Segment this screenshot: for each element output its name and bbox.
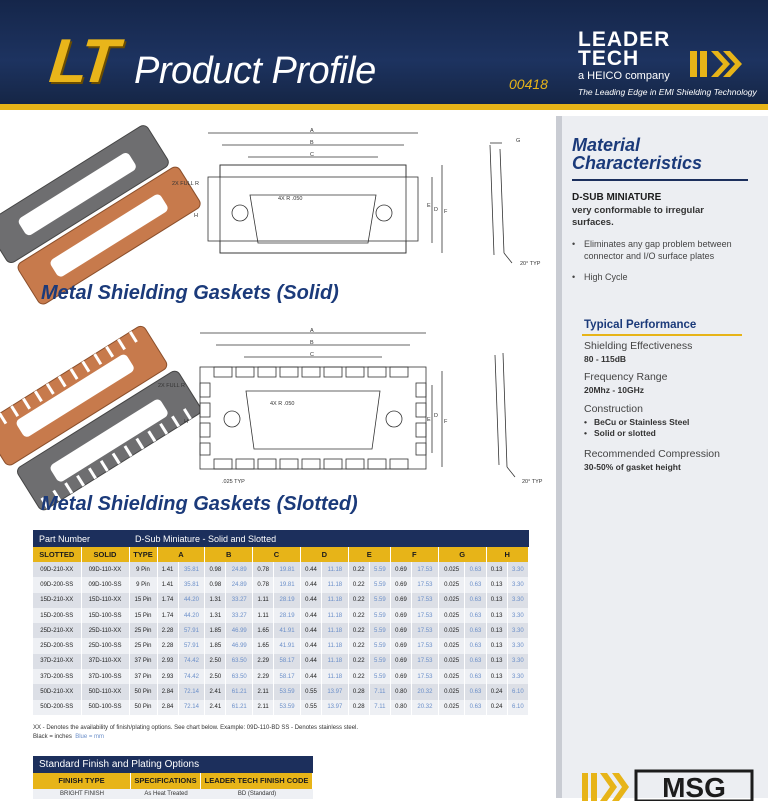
cell-h: 0.13 bbox=[486, 608, 507, 623]
cell-c: 2.11 bbox=[253, 700, 274, 715]
slot-full-r-label: 2X FULL R bbox=[158, 383, 186, 389]
brand-bars-icon bbox=[690, 49, 746, 79]
cell-g_mm: 0.63 bbox=[465, 577, 486, 592]
frequency-label: Frequency Range bbox=[584, 371, 668, 383]
solid-section-title: Metal Shielding Gaskets (Solid) bbox=[41, 282, 339, 304]
page-header bbox=[0, 0, 768, 110]
cell-e_mm: 5.59 bbox=[369, 623, 390, 638]
cell-a_mm: 72.14 bbox=[178, 700, 205, 715]
cell-h: 0.13 bbox=[486, 638, 507, 653]
table-row bbox=[33, 684, 529, 699]
note-black: Black = inches bbox=[33, 734, 72, 740]
cell-solid: 37D-100-SS bbox=[81, 669, 129, 684]
cell-b: 2.41 bbox=[205, 700, 226, 715]
dim-label-g: G bbox=[516, 138, 521, 144]
dsub-subheading: very conformable to irregular surfaces. bbox=[572, 205, 704, 228]
document-number: 00418 bbox=[509, 76, 548, 92]
cell-f_mm: 17.53 bbox=[412, 623, 439, 638]
cell-c: 1.65 bbox=[253, 638, 274, 653]
cell-g_mm: 0.63 bbox=[465, 623, 486, 638]
cell-slotted: 37D-210-XX bbox=[33, 654, 81, 669]
cell-g_mm: 0.63 bbox=[465, 654, 486, 669]
cell-e_mm: 5.59 bbox=[369, 577, 390, 592]
material-title bbox=[572, 136, 702, 172]
leader-tech-logo bbox=[578, 30, 758, 97]
frequency-value: 20Mhz - 10GHz bbox=[584, 385, 644, 395]
table-row bbox=[33, 700, 529, 715]
cell-b_mm: 63.50 bbox=[226, 654, 253, 669]
cell-e: 0.22 bbox=[348, 623, 369, 638]
cell-b: 1.31 bbox=[205, 608, 226, 623]
performance-rule bbox=[582, 334, 742, 336]
cell-type: 15 Pin bbox=[129, 608, 157, 623]
cell-b_mm: 24.89 bbox=[226, 577, 253, 592]
cell-c_mm: 41.91 bbox=[274, 638, 301, 653]
cell-g_mm: 0.63 bbox=[465, 684, 486, 699]
cell-type: 50 Pin bbox=[129, 700, 157, 715]
cell-g_mm: 0.63 bbox=[465, 700, 486, 715]
cell-h_mm: 3.30 bbox=[507, 654, 528, 669]
cell-f_mm: 17.53 bbox=[412, 593, 439, 608]
cell-g: 0.025 bbox=[438, 654, 465, 669]
cell-c_mm: 41.91 bbox=[274, 623, 301, 638]
cell-d_mm: 11.18 bbox=[322, 623, 349, 638]
construction-block bbox=[584, 403, 762, 439]
cell-d_mm: 11.18 bbox=[322, 593, 349, 608]
col-h: H bbox=[486, 547, 528, 562]
cell-d_mm: 13.97 bbox=[322, 700, 349, 715]
cell-h: 0.13 bbox=[486, 577, 507, 592]
solid-gasket-drawing bbox=[170, 125, 550, 280]
cell-f_mm: 17.53 bbox=[412, 608, 439, 623]
cell-d: 0.44 bbox=[300, 562, 321, 577]
cell-a_mm: 57.91 bbox=[178, 623, 205, 638]
cell-g: 0.025 bbox=[438, 562, 465, 577]
table-row bbox=[33, 669, 529, 684]
construction-label: Construction bbox=[584, 403, 643, 415]
cell-d_mm: 11.18 bbox=[322, 638, 349, 653]
brand-tagline: The Leading Edge in EMI Shielding Technology bbox=[578, 87, 757, 97]
cell-f_mm: 17.53 bbox=[412, 562, 439, 577]
cell-e: 0.22 bbox=[348, 577, 369, 592]
cell-b: 1.85 bbox=[205, 638, 226, 653]
cell-a_mm: 35.81 bbox=[178, 577, 205, 592]
cell-c: 1.11 bbox=[253, 593, 274, 608]
table-subtitle: D-Sub Miniature - Solid and Slotted bbox=[129, 530, 529, 547]
cell-e_mm: 5.59 bbox=[369, 593, 390, 608]
cell-type: 37 Pin bbox=[129, 654, 157, 669]
table-row bbox=[33, 593, 529, 608]
cell-type: 25 Pin bbox=[129, 638, 157, 653]
finish-col-code: LEADER TECH FINISH CODE bbox=[201, 773, 313, 789]
angle-label: 20° TYP bbox=[520, 261, 541, 267]
cell-f_mm: 17.53 bbox=[412, 669, 439, 684]
cell-e: 0.22 bbox=[348, 654, 369, 669]
cell-c: 0.78 bbox=[253, 577, 274, 592]
cell-a_mm: 44.20 bbox=[178, 608, 205, 623]
cell-slotted: 09D-210-XX bbox=[33, 562, 81, 577]
table-row bbox=[33, 562, 529, 577]
table-row bbox=[33, 623, 529, 638]
table-row bbox=[33, 654, 529, 669]
cell-d: 0.44 bbox=[300, 623, 321, 638]
cell-e: 0.22 bbox=[348, 608, 369, 623]
cell-d: 0.55 bbox=[300, 700, 321, 715]
cell-solid: 50D-110-XX bbox=[81, 684, 129, 699]
performance-title: Typical Performance bbox=[584, 319, 697, 331]
cell-e_mm: 7.11 bbox=[369, 700, 390, 715]
cell-e: 0.22 bbox=[348, 593, 369, 608]
cell-f_mm: 17.53 bbox=[412, 577, 439, 592]
compression-label: Recommended Compression bbox=[584, 448, 720, 460]
cell-a: 1.74 bbox=[157, 593, 178, 608]
cell-a_mm: 44.20 bbox=[178, 593, 205, 608]
cell-d_mm: 11.18 bbox=[322, 562, 349, 577]
note-blue: Blue = mm bbox=[75, 734, 105, 740]
material-panel bbox=[556, 116, 768, 801]
dim-label-e: E bbox=[427, 203, 431, 209]
cell-slotted: 50D-210-XX bbox=[33, 684, 81, 699]
cell-e: 0.22 bbox=[348, 638, 369, 653]
cell-a: 2.93 bbox=[157, 669, 178, 684]
cell-a: 2.84 bbox=[157, 684, 178, 699]
dim-label-a: A bbox=[310, 128, 314, 134]
cell-e_mm: 5.59 bbox=[369, 608, 390, 623]
cell-c_mm: 53.59 bbox=[274, 700, 301, 715]
slot-angle-label: 20° TYP bbox=[522, 479, 543, 485]
finish-row-type: BRIGHT FINISH bbox=[60, 791, 104, 797]
cell-g: 0.025 bbox=[438, 700, 465, 715]
cell-d: 0.44 bbox=[300, 669, 321, 684]
feature-list bbox=[572, 239, 752, 294]
table-note bbox=[33, 724, 533, 742]
slotted-section-title: Metal Shielding Gaskets (Slotted) bbox=[41, 493, 358, 515]
feature-item: • High Cycle bbox=[572, 272, 752, 284]
cell-slotted: 25D-200-SS bbox=[33, 638, 81, 653]
cell-a_mm: 74.42 bbox=[178, 654, 205, 669]
cell-f: 0.69 bbox=[390, 593, 411, 608]
dim-label-d: D bbox=[434, 207, 438, 213]
dim-label-h: H bbox=[194, 213, 198, 219]
cell-c_mm: 19.81 bbox=[274, 562, 301, 577]
cell-e_mm: 7.11 bbox=[369, 684, 390, 699]
col-d: D bbox=[300, 547, 348, 562]
cell-g: 0.025 bbox=[438, 623, 465, 638]
cell-h: 0.24 bbox=[486, 700, 507, 715]
cell-f_mm: 17.53 bbox=[412, 638, 439, 653]
msg-text: MSG bbox=[662, 772, 726, 801]
cell-c_mm: 53.59 bbox=[274, 684, 301, 699]
brand-name-line1: LEADER bbox=[578, 28, 671, 51]
finish-col-spec: SPECIFICATIONS bbox=[131, 773, 201, 789]
cell-g_mm: 0.63 bbox=[465, 593, 486, 608]
cell-h_mm: 3.30 bbox=[507, 593, 528, 608]
construction-item: • Solid or slotted bbox=[584, 428, 762, 439]
finish-title: Standard Finish and Plating Options bbox=[33, 756, 313, 773]
cell-f: 0.69 bbox=[390, 608, 411, 623]
cell-b: 2.41 bbox=[205, 684, 226, 699]
shielding-value: 80 - 115dB bbox=[584, 354, 627, 364]
cell-h: 0.13 bbox=[486, 623, 507, 638]
cell-type: 9 Pin bbox=[129, 577, 157, 592]
cell-h: 0.13 bbox=[486, 562, 507, 577]
cell-b_mm: 33.27 bbox=[226, 593, 253, 608]
cell-h: 0.13 bbox=[486, 593, 507, 608]
cell-g_mm: 0.63 bbox=[465, 638, 486, 653]
slot-dim-label-e: E bbox=[427, 417, 431, 423]
cell-solid: 15D-110-XX bbox=[81, 593, 129, 608]
cell-f: 0.69 bbox=[390, 623, 411, 638]
col-type: TYPE bbox=[129, 547, 157, 562]
slot-gap-label: .025 TYP bbox=[222, 479, 245, 485]
cell-h_mm: 3.30 bbox=[507, 562, 528, 577]
compression-block bbox=[584, 448, 762, 472]
cell-solid: 15D-100-SS bbox=[81, 608, 129, 623]
cell-slotted: 50D-200-SS bbox=[33, 700, 81, 715]
cell-f: 0.69 bbox=[390, 669, 411, 684]
shielding-block bbox=[584, 340, 762, 364]
cell-g: 0.025 bbox=[438, 608, 465, 623]
col-e: E bbox=[348, 547, 390, 562]
table-row bbox=[33, 577, 529, 592]
cell-solid: 09D-110-XX bbox=[81, 562, 129, 577]
cell-b_mm: 63.50 bbox=[226, 669, 253, 684]
slot-dim-label-b: B bbox=[310, 340, 314, 346]
slot-dim-label-a: A bbox=[310, 328, 314, 334]
cell-type: 15 Pin bbox=[129, 593, 157, 608]
cell-f: 0.80 bbox=[390, 700, 411, 715]
cell-d: 0.44 bbox=[300, 593, 321, 608]
cell-c: 1.11 bbox=[253, 608, 274, 623]
slot-radius-label: 4X R .050 bbox=[270, 401, 295, 407]
cell-solid: 50D-100-SS bbox=[81, 700, 129, 715]
cell-e: 0.28 bbox=[348, 684, 369, 699]
slot-dim-label-f: F bbox=[444, 419, 448, 425]
cell-b: 2.50 bbox=[205, 669, 226, 684]
cell-c: 2.11 bbox=[253, 684, 274, 699]
cell-d: 0.44 bbox=[300, 577, 321, 592]
part-number-header: Part Number bbox=[33, 530, 129, 547]
cell-g: 0.025 bbox=[438, 593, 465, 608]
cell-g_mm: 0.63 bbox=[465, 608, 486, 623]
cell-slotted: 37D-200-SS bbox=[33, 669, 81, 684]
panel-edge bbox=[556, 116, 562, 798]
cell-a: 2.93 bbox=[157, 654, 178, 669]
cell-e_mm: 5.59 bbox=[369, 669, 390, 684]
construction-item: • BeCu or Stainless Steel bbox=[584, 417, 762, 428]
cell-c: 2.29 bbox=[253, 654, 274, 669]
cell-e_mm: 5.59 bbox=[369, 638, 390, 653]
cell-f: 0.80 bbox=[390, 684, 411, 699]
cell-d: 0.44 bbox=[300, 608, 321, 623]
col-a: A bbox=[157, 547, 205, 562]
page-title: Product Profile bbox=[134, 50, 376, 92]
cell-b: 1.31 bbox=[205, 593, 226, 608]
cell-solid: 25D-100-SS bbox=[81, 638, 129, 653]
col-c: C bbox=[253, 547, 301, 562]
cell-a: 2.28 bbox=[157, 638, 178, 653]
cell-d: 0.55 bbox=[300, 684, 321, 699]
cell-d_mm: 11.18 bbox=[322, 654, 349, 669]
cell-g: 0.025 bbox=[438, 577, 465, 592]
cell-b_mm: 24.89 bbox=[226, 562, 253, 577]
full-r-label: 2X FULL R bbox=[172, 181, 200, 187]
col-g: G bbox=[438, 547, 486, 562]
dim-label-b: B bbox=[310, 140, 314, 146]
cell-b_mm: 61.21 bbox=[226, 700, 253, 715]
cell-h_mm: 3.30 bbox=[507, 669, 528, 684]
cell-c_mm: 28.19 bbox=[274, 608, 301, 623]
cell-type: 25 Pin bbox=[129, 623, 157, 638]
note-line1: XX - Denotes the availability of finish/plating options. See chart below. Example: 09D-110-BD SS - Denotes stainless steel. bbox=[33, 725, 359, 731]
material-title-line1: Material bbox=[572, 135, 641, 155]
cell-h: 0.13 bbox=[486, 669, 507, 684]
finish-row-code: BD (Standard) bbox=[237, 791, 277, 797]
cell-a: 1.74 bbox=[157, 608, 178, 623]
radius-label: 4X R .050 bbox=[278, 196, 303, 202]
col-b: B bbox=[205, 547, 253, 562]
cell-e: 0.22 bbox=[348, 669, 369, 684]
cell-e: 0.28 bbox=[348, 700, 369, 715]
cell-d_mm: 13.97 bbox=[322, 684, 349, 699]
cell-h_mm: 3.30 bbox=[507, 608, 528, 623]
dim-label-c: C bbox=[310, 152, 314, 158]
cell-g: 0.025 bbox=[438, 684, 465, 699]
slot-dim-label-h: H bbox=[184, 419, 188, 425]
brand-subtitle: a HEICO company bbox=[578, 70, 670, 82]
cell-a_mm: 35.81 bbox=[178, 562, 205, 577]
cell-h_mm: 3.30 bbox=[507, 577, 528, 592]
shielding-label: Shielding Effectiveness bbox=[584, 340, 693, 352]
cell-b: 0.98 bbox=[205, 562, 226, 577]
cell-b_mm: 61.21 bbox=[226, 684, 253, 699]
compression-value: 30-50% of gasket height bbox=[584, 462, 681, 472]
cell-d_mm: 11.18 bbox=[322, 577, 349, 592]
cell-d: 0.44 bbox=[300, 654, 321, 669]
cell-a_mm: 72.14 bbox=[178, 684, 205, 699]
table-row bbox=[33, 608, 529, 623]
cell-solid: 09D-100-SS bbox=[81, 577, 129, 592]
cell-c_mm: 58.17 bbox=[274, 669, 301, 684]
cell-a: 1.41 bbox=[157, 577, 178, 592]
cell-slotted: 15D-210-XX bbox=[33, 593, 81, 608]
cell-g: 0.025 bbox=[438, 638, 465, 653]
cell-b: 1.85 bbox=[205, 623, 226, 638]
table-row bbox=[33, 638, 529, 653]
cell-d_mm: 11.18 bbox=[322, 608, 349, 623]
cell-f: 0.69 bbox=[390, 654, 411, 669]
cell-slotted: 25D-210-XX bbox=[33, 623, 81, 638]
msg-logo bbox=[580, 761, 756, 801]
cell-slotted: 09D-200-SS bbox=[33, 577, 81, 592]
cell-type: 37 Pin bbox=[129, 669, 157, 684]
finish-table bbox=[33, 756, 313, 799]
dsub-spec-table bbox=[33, 530, 529, 715]
cell-h_mm: 3.30 bbox=[507, 623, 528, 638]
slotted-gasket-drawing bbox=[158, 325, 550, 490]
cell-h: 0.13 bbox=[486, 654, 507, 669]
cell-a_mm: 74.42 bbox=[178, 669, 205, 684]
cell-f_mm: 20.32 bbox=[412, 684, 439, 699]
col-f: F bbox=[390, 547, 438, 562]
material-rule bbox=[572, 179, 748, 181]
cell-g_mm: 0.63 bbox=[465, 562, 486, 577]
cell-b: 0.98 bbox=[205, 577, 226, 592]
cell-b: 2.50 bbox=[205, 654, 226, 669]
frequency-block bbox=[584, 371, 762, 395]
cell-type: 50 Pin bbox=[129, 684, 157, 699]
msg-bars-icon bbox=[582, 773, 629, 801]
slotted-gasket-photo bbox=[0, 325, 175, 495]
cell-a: 2.84 bbox=[157, 700, 178, 715]
cell-c: 1.65 bbox=[253, 623, 274, 638]
cell-h_mm: 6.10 bbox=[507, 700, 528, 715]
dim-label-f: F bbox=[444, 209, 448, 215]
cell-c: 0.78 bbox=[253, 562, 274, 577]
cell-solid: 25D-110-XX bbox=[81, 623, 129, 638]
cell-b_mm: 46.99 bbox=[226, 623, 253, 638]
finish-row bbox=[33, 789, 313, 799]
cell-d_mm: 11.18 bbox=[322, 669, 349, 684]
cell-f_mm: 20.32 bbox=[412, 700, 439, 715]
slot-dim-label-c: C bbox=[310, 352, 314, 358]
cell-c_mm: 28.19 bbox=[274, 593, 301, 608]
cell-slotted: 15D-200-SS bbox=[33, 608, 81, 623]
cell-g_mm: 0.63 bbox=[465, 669, 486, 684]
cell-e_mm: 5.59 bbox=[369, 562, 390, 577]
cell-c_mm: 58.17 bbox=[274, 654, 301, 669]
cell-b_mm: 46.99 bbox=[226, 638, 253, 653]
cell-type: 9 Pin bbox=[129, 562, 157, 577]
cell-a: 2.28 bbox=[157, 623, 178, 638]
brand-name-line2: TECH bbox=[578, 47, 640, 70]
cell-f: 0.69 bbox=[390, 577, 411, 592]
cell-e: 0.22 bbox=[348, 562, 369, 577]
cell-c: 2.29 bbox=[253, 669, 274, 684]
cell-solid: 37D-110-XX bbox=[81, 654, 129, 669]
cell-b_mm: 33.27 bbox=[226, 608, 253, 623]
cell-e_mm: 5.59 bbox=[369, 654, 390, 669]
cell-d: 0.44 bbox=[300, 638, 321, 653]
cell-f: 0.69 bbox=[390, 638, 411, 653]
feature-item: • Eliminates any gap problem between connector and I/O surface plates bbox=[572, 239, 752, 262]
finish-row-spec: As Heat Treated bbox=[144, 791, 188, 797]
finish-col-type: FINISH TYPE bbox=[33, 773, 131, 789]
col-slotted: SLOTTED bbox=[33, 547, 81, 562]
cell-a_mm: 57.91 bbox=[178, 638, 205, 653]
cell-f_mm: 17.53 bbox=[412, 654, 439, 669]
cell-g: 0.025 bbox=[438, 669, 465, 684]
cell-c_mm: 19.81 bbox=[274, 577, 301, 592]
cell-h: 0.24 bbox=[486, 684, 507, 699]
cell-a: 1.41 bbox=[157, 562, 178, 577]
dsub-heading: D-SUB MINIATURE bbox=[572, 192, 662, 203]
col-solid: SOLID bbox=[81, 547, 129, 562]
cell-f: 0.69 bbox=[390, 562, 411, 577]
slot-dim-label-d: D bbox=[434, 413, 438, 419]
lt-logo-mark: LT bbox=[46, 27, 119, 96]
material-title-line2: Characteristics bbox=[572, 153, 703, 173]
cell-h_mm: 3.30 bbox=[507, 638, 528, 653]
solid-gasket-photo bbox=[0, 125, 175, 280]
cell-h_mm: 6.10 bbox=[507, 684, 528, 699]
